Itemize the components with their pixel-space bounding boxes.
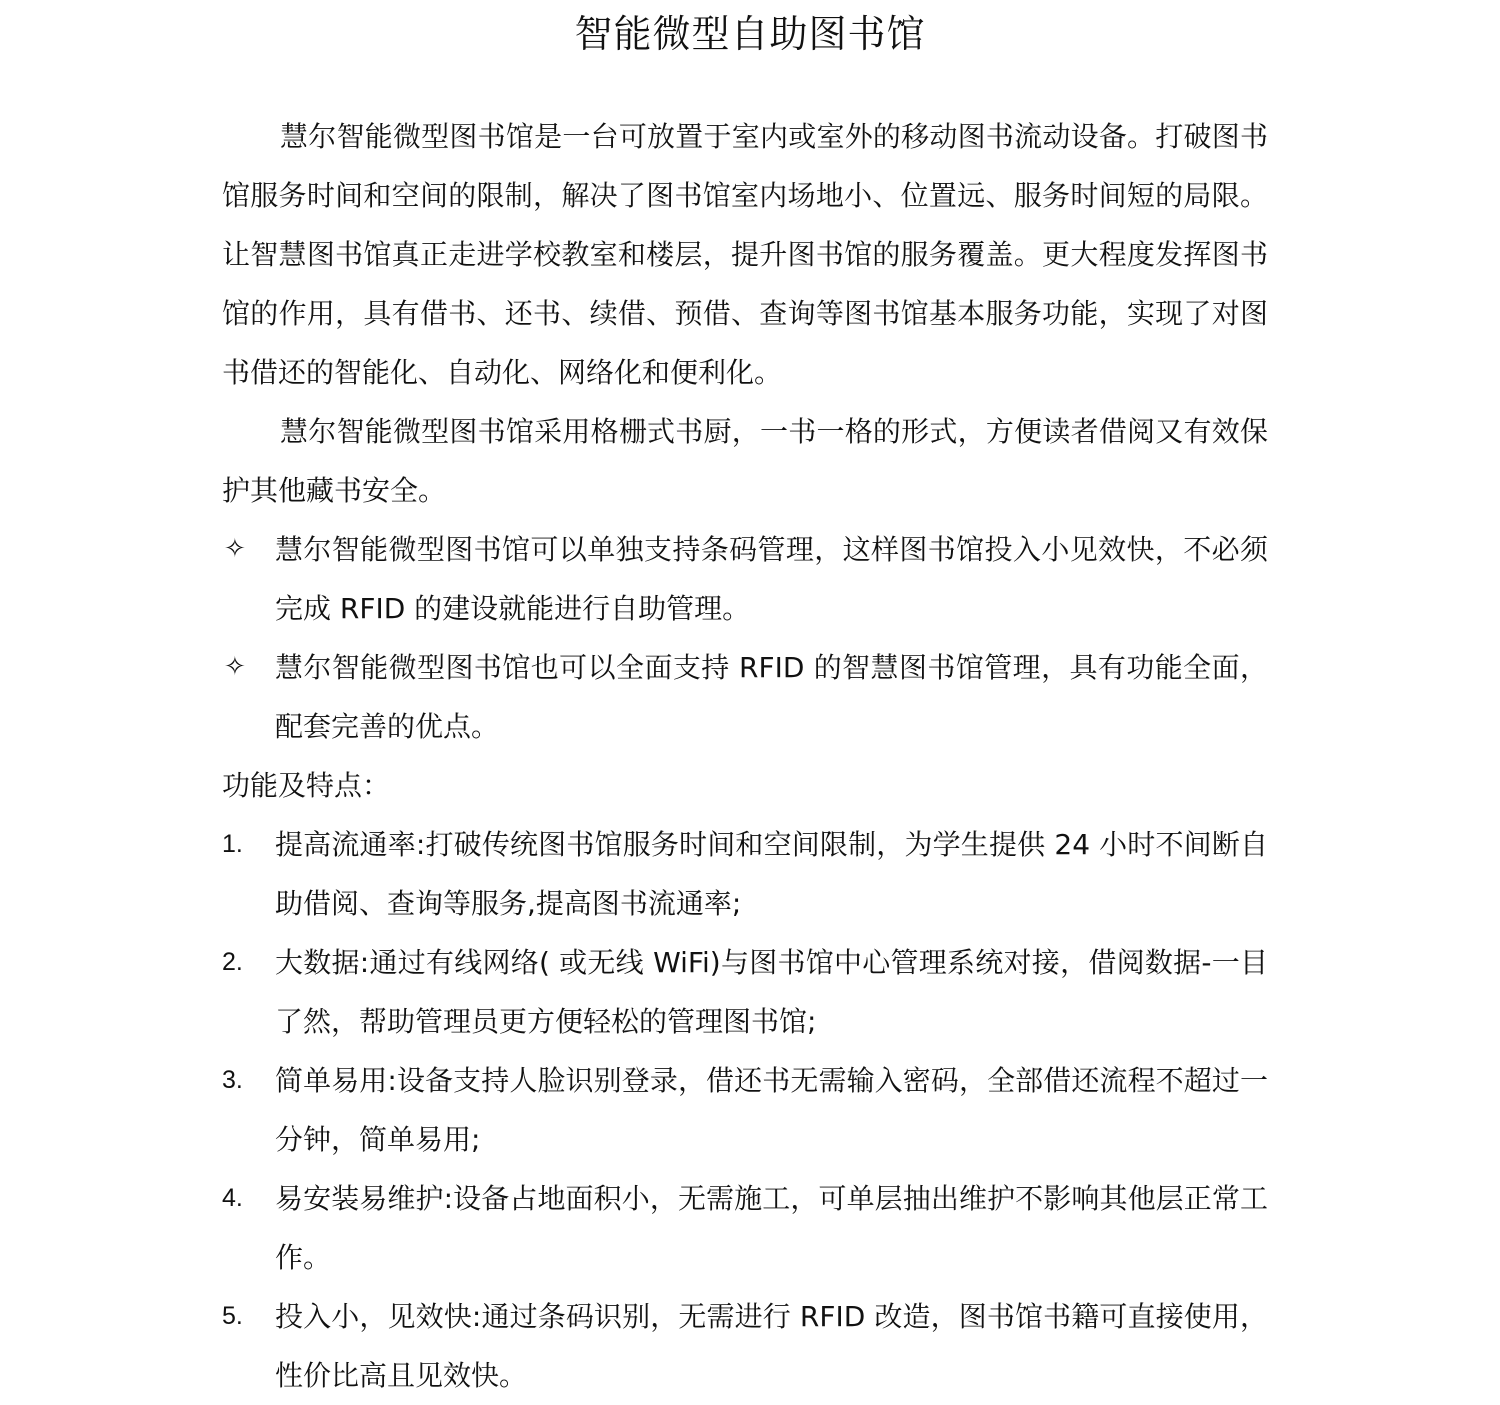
star-bullet-icon: ✧ xyxy=(224,534,246,564)
bookcase-paragraph: 慧尔智能微型图书馆采用格栅式书厨，一书一格的形式，方便读者借阅又有效保护其他藏书安全。 xyxy=(222,415,1268,507)
feature-number: 5. xyxy=(222,1302,243,1330)
feature-item xyxy=(222,1051,1268,1169)
bullet-text: 慧尔智能微型图书馆可以单独支持条码管理，这样图书馆投入小见效快，不必须完成 RFID 的建设就能进行自助管理。 xyxy=(275,533,1268,625)
bullet-item xyxy=(222,638,1268,756)
feature-text: 简单易用:设备支持人脸识别登录，借还书无需输入密码，全部借还流程不超过一分钟，简单易用; xyxy=(275,1064,1268,1156)
features-heading: 功能及特点： xyxy=(222,769,391,802)
intro-paragraph: 慧尔智能微型图书馆是一台可放置于室内或室外的移动图书流动设备。打破图书馆服务时间和空间的限制，解决了图书馆室内场地小、位置远、服务时间短的局限。让智慧图书馆真正走进学校教室和楼层，提升图书馆的服务覆盖。更大程度发挥图书馆的作用，具有借书、还书、续借、预借、查询等图书馆基本服务功能，实现了对图书借还的智能化、自动化、网络化和便利化。 xyxy=(222,120,1268,389)
feature-item xyxy=(222,933,1268,1051)
feature-item xyxy=(222,1287,1268,1405)
feature-number: 2. xyxy=(222,948,243,976)
feature-text: 投入小，见效快:通过条码识别，无需进行 RFID 改造，图书馆书籍可直接使用，性价比高且见效快。 xyxy=(275,1300,1268,1392)
feature-number: 3. xyxy=(222,1066,243,1094)
feature-number: 1. xyxy=(222,830,243,858)
feature-number: 4. xyxy=(222,1184,243,1212)
star-bullet-icon: ✧ xyxy=(224,652,246,682)
feature-item xyxy=(222,1169,1268,1287)
feature-text: 提高流通率:打破传统图书馆服务时间和空间限制，为学生提供 24 小时不间断自助借阅、查询等服务,提高图书流通率; xyxy=(275,828,1268,920)
document-body xyxy=(222,107,1268,1405)
feature-text: 大数据:通过有线网络( 或无线 WiFi)与图书馆中心管理系统对接，借阅数据-一目了然，帮助管理员更方便轻松的管理图书馆; xyxy=(275,946,1268,1038)
bullet-text: 慧尔智能微型图书馆也可以全面支持 RFID 的智慧图书馆管理，具有功能全面，配套完善的优点。 xyxy=(275,651,1268,743)
bullet-item xyxy=(222,520,1268,638)
feature-item xyxy=(222,815,1268,933)
document-title: 智能微型自助图书馆 xyxy=(574,12,926,56)
feature-text: 易安装易维护:设备占地面积小，无需施工，可单层抽出维护不影响其他层正常工作。 xyxy=(275,1182,1268,1274)
